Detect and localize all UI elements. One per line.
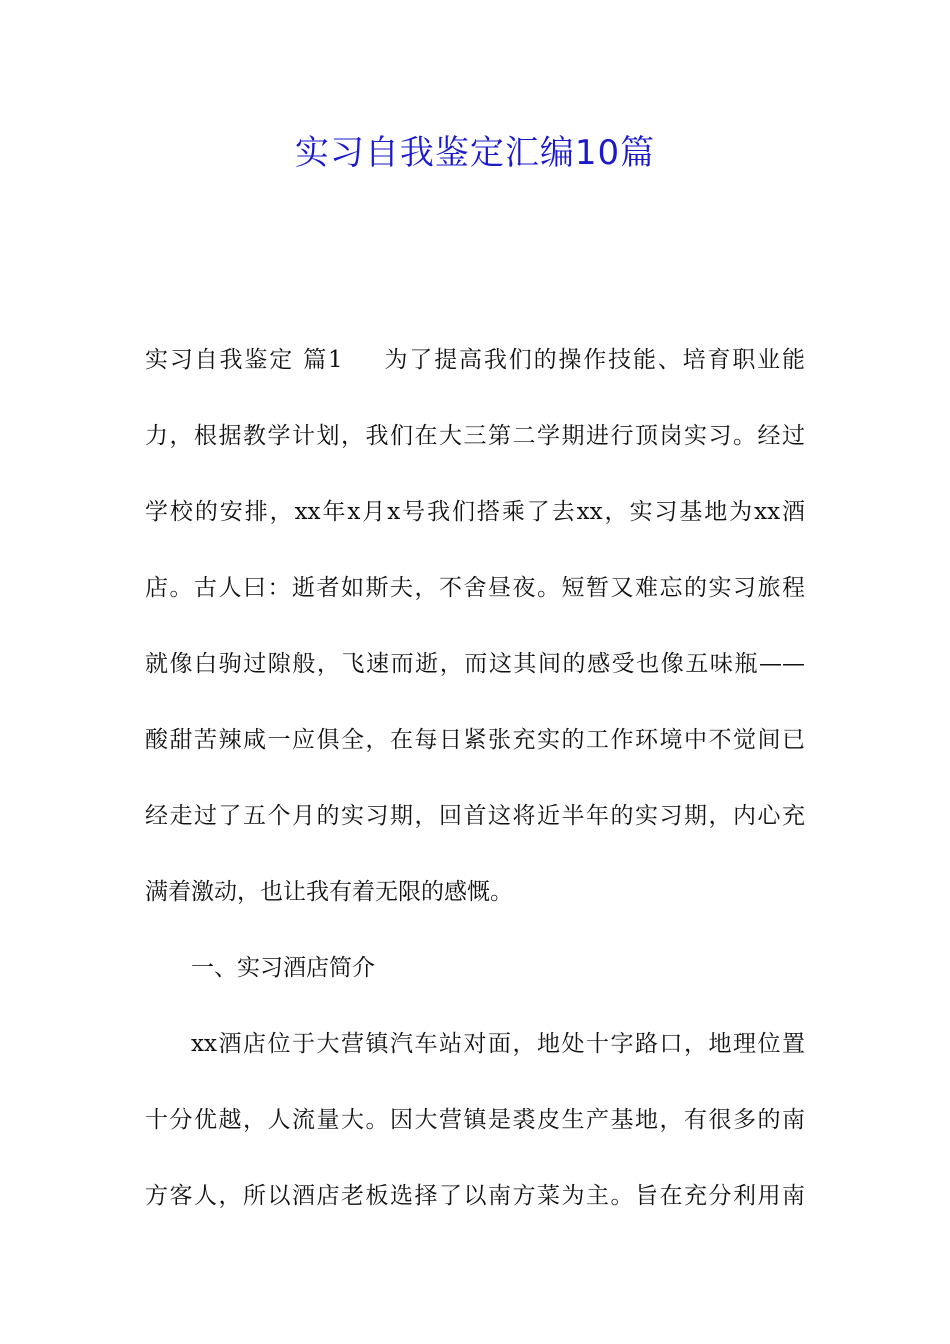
paragraph-line: 酸甜苦辣咸一应俱全，在每日紧张充实的工作环境中不觉间已 bbox=[145, 727, 805, 753]
paragraph-line: 学校的安排，xx年x月x号我们搭乘了去xx，实习基地为xx酒 bbox=[145, 499, 805, 525]
document-title: 实习自我鉴定汇编10篇 bbox=[294, 133, 656, 173]
paragraph-text: 为了提高我们的操作技能、培育职业能 bbox=[382, 347, 805, 373]
paragraph-line: 满着激动，也让我有着无限的感慨。 bbox=[145, 879, 513, 905]
paragraph-line: 十分优越，人流量大。因大营镇是裘皮生产基地，有很多的南 bbox=[145, 1107, 805, 1133]
document-body bbox=[145, 330, 805, 1242]
paragraph-line: xx酒店位于大营镇汽车站对面，地处十字路口，地理位置 bbox=[191, 1031, 805, 1057]
section-heading-label: 实习自我鉴定 篇1 bbox=[145, 347, 343, 373]
section-heading: 一、实习酒店简介 bbox=[191, 955, 375, 981]
paragraph-line: 店。古人曰：逝者如斯夫，不舍昼夜。短暂又难忘的实习旅程 bbox=[145, 575, 805, 601]
paragraph-line bbox=[145, 330, 805, 406]
paragraph-line: 方客人，所以酒店老板选择了以南方菜为主。旨在充分利用南 bbox=[145, 1183, 805, 1209]
paragraph-line: 就像白驹过隙般，飞速而逝，而这其间的感受也像五味瓶—— bbox=[145, 651, 805, 677]
paragraph-line: 力，根据教学计划，我们在大三第二学期进行顶岗实习。经过 bbox=[145, 423, 805, 449]
paragraph-line: 经走过了五个月的实习期，回首这将近半年的实习期，内心充 bbox=[145, 803, 805, 829]
